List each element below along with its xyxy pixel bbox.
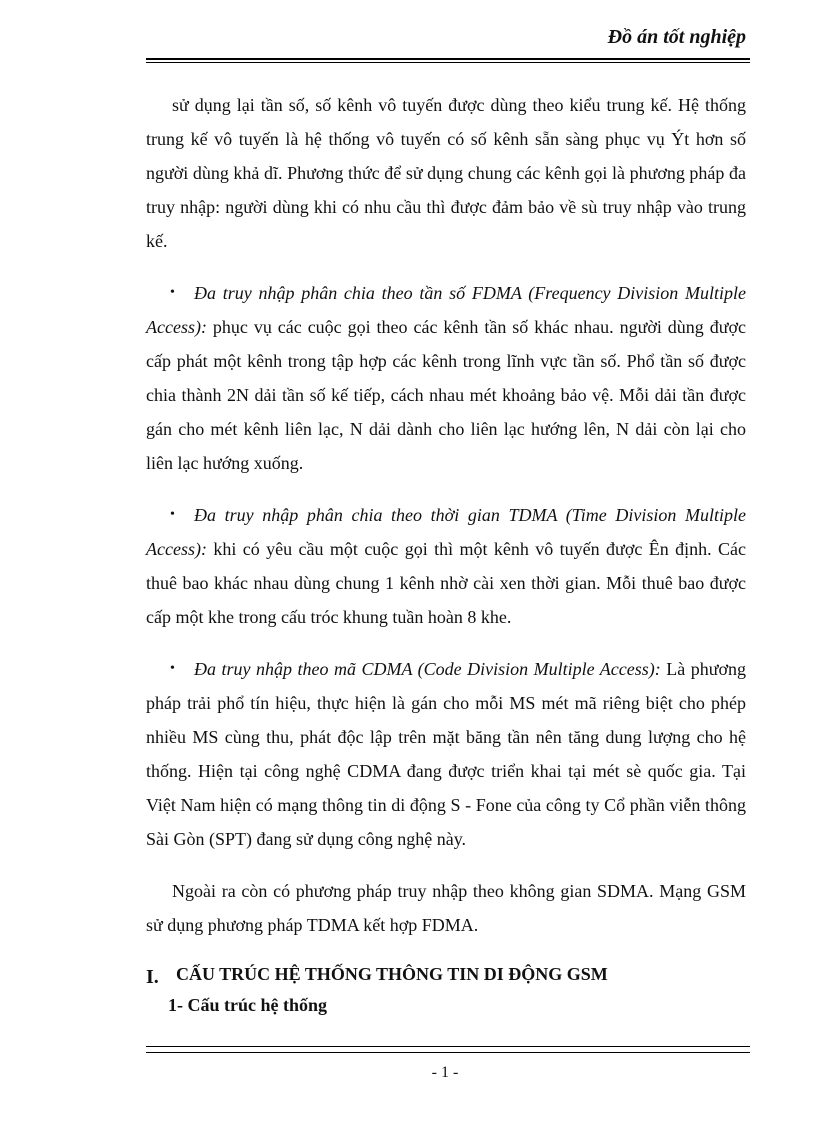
bullet-text: phục vụ các cuộc gọi theo các kênh tần số khác nhau. người dùng được cấp phát một kênh trong tập hợp các kênh trong lĩnh vực tần số. Phổ tần số được chia thành 2N dải tần số kế tiếp, cách nhau mét khoảng bảo vệ. Mỗi dải tần được gán cho mét kênh liên lạc, N dải dành cho liên lạc hướng lên, N dải còn lại cho liên lạc hướng xuống. — [146, 317, 746, 473]
bullet-text: khi có yêu cầu một cuộc gọi thì một kênh vô tuyến được Ên định. Các thuê bao khác nhau dùng chung 1 kênh nhờ cài xen thời gian. Mỗi thuê bao được cấp một khe trong cấu tróc khung tuần hoàn 8 khe. — [146, 539, 746, 627]
footer-rule-2 — [146, 1052, 750, 1053]
section-number: I. — [146, 966, 159, 988]
header-rule — [146, 58, 750, 60]
header-rule-thin — [146, 62, 750, 63]
bullet-icon: • — [170, 507, 175, 522]
subsection-heading: 1- Cấu trúc hệ thống — [168, 995, 328, 1015]
bullet-lead: Đa truy nhập theo mã CDMA (Code Division Multiple Access): — [194, 659, 661, 679]
section-title: CẤU TRÚC HỆ THỐNG THÔNG TIN DI ĐỘNG GSM — [176, 964, 608, 984]
footer-rule — [146, 1046, 750, 1047]
document-title: Đồ án tốt nghiệp — [607, 26, 746, 48]
bullet-icon: • — [170, 661, 175, 676]
bullet-lead: Đa truy nhập phân chia theo thời gian TDMA (Time Division Multiple Access): — [146, 505, 746, 559]
page-number: - 1 - — [431, 1064, 459, 1081]
bullet-icon: • — [170, 285, 175, 300]
bullet-lead: Đa truy nhập phân chia theo tần số FDMA (Frequency Division Multiple Access): — [146, 283, 746, 337]
bullet-text: Là phương pháp trải phổ tín hiệu, thực hiện là gán cho mỗi MS mét mã riêng biệt cho phép nhiều MS cùng thu, phát độc lập trên mặt băng tần nên tăng dung lượng cho hệ thống. Hiện tại công nghệ CDMA đang được triển khai tại mét sè quốc gia. Tại Việt Nam hiện có mạng thông tin di động S - Fone của công ty Cổ phần viễn thông Sài Gòn (SPT) đang sử dụng công nghệ này. — [146, 659, 747, 849]
paragraph-sdma: Ngoài ra còn có phương pháp truy nhập theo không gian SDMA. Mạng GSM sử dụng phương pháp TDMA kết hợp FDMA. — [146, 881, 746, 935]
section-heading — [146, 960, 746, 991]
bullet-fdma — [146, 276, 746, 480]
page-body — [146, 88, 746, 1019]
bullet-cdma — [146, 652, 746, 856]
paragraph-intro: sử dụng lại tần số, số kênh vô tuyến được dùng theo kiểu trung kế. Hệ thống trung kế vô tuyến là hệ thống vô tuyến có số kênh sẵn sàng phục vụ Ýt hơn số người dùng khả dĩ. Phương thức để sử dụng chung các kênh gọi là phương pháp đa truy nhập: người dùng khi có nhu cầu thì được đảm bảo về sù truy nhập vào trung kế. — [146, 95, 746, 251]
bullet-tdma — [146, 498, 746, 634]
